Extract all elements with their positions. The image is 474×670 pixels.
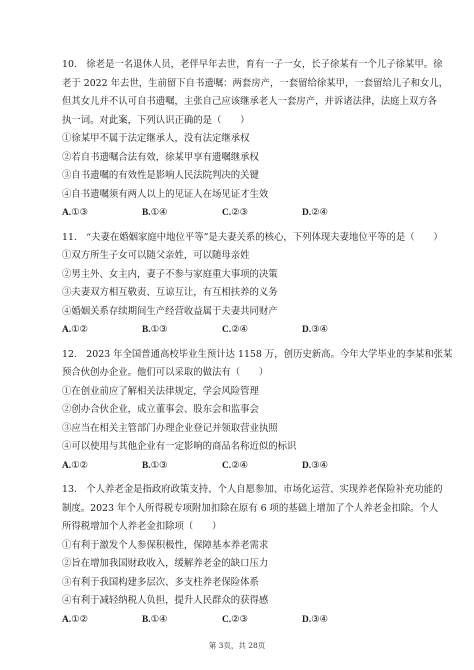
question-stem-line: 预合伙创办企业。他们可以采取的做法有（ ）: [62, 367, 269, 378]
answer-choice[interactable]: [142, 457, 222, 476]
answer-choice[interactable]: [222, 611, 302, 630]
question-stem-line: 但其女儿并不认可自书遗嘱，主张自己应该继承老人一套房产，并诉诸法律，法庭上双方各: [62, 96, 438, 107]
answer-choices: [62, 611, 382, 630]
option-statement: ①在创业前应了解相关法律规定，学会风险管理: [62, 385, 259, 397]
answer-text: ①③: [150, 324, 168, 335]
question-stem-line: 13. 个人养老金是指政府政策支持、个人自愿参加、市场化运营、实现养老保险补充功能的: [62, 484, 443, 495]
option-statement: ③自书遗嘱的有效性是影响人民法院判决的关键: [62, 170, 259, 181]
answer-choice[interactable]: [62, 321, 142, 340]
answer-text: ②③: [231, 207, 248, 218]
answer-choices: [62, 321, 382, 340]
answer-text: ②③: [231, 613, 248, 625]
answer-choice[interactable]: [62, 457, 142, 476]
answer-choice[interactable]: [222, 204, 302, 223]
answer-letter: B.: [142, 325, 151, 335]
answer-letter: C.: [222, 208, 232, 218]
answer-choice[interactable]: [302, 321, 382, 340]
answer-letter: C.: [222, 614, 232, 625]
answer-choice[interactable]: [62, 611, 142, 630]
option-statement: ①徐某甲不属于法定继承人，没有法定继承权: [62, 133, 250, 144]
question-stem-line: 所得税增加个人养老金扣除项（ ）: [62, 521, 222, 532]
option-statement: ②若自书遗嘱合法有效，徐某甲享有遗嘱继承权: [62, 151, 259, 163]
answer-letter: A.: [62, 325, 72, 335]
answer-choice[interactable]: [222, 457, 302, 476]
answer-text: ①④: [150, 207, 168, 218]
answer-text: ③④: [311, 459, 328, 471]
answer-letter: D.: [302, 460, 312, 471]
answer-choice[interactable]: [62, 204, 142, 223]
answer-letter: B.: [142, 460, 151, 471]
answer-letter: C.: [222, 325, 232, 335]
answer-choice[interactable]: [302, 457, 382, 476]
option-statement: ③夫妻双方相互敬责、互谅互让，有互相扶养的义务: [62, 287, 278, 298]
answer-text: ②④: [231, 324, 248, 335]
option-statement: ②创办合伙企业，成立董事会、股东会和监事会: [62, 404, 259, 415]
answer-letter: D.: [302, 614, 312, 625]
answer-text: ①③: [150, 459, 168, 471]
answer-text: ②④: [231, 459, 248, 471]
answer-choices: [62, 457, 382, 476]
question-stem-line: 10. 徐老是一名退休人员，老伴早年去世，育有一子一女，长子徐某有一个儿子徐某甲。徐: [62, 59, 443, 70]
answer-choice[interactable]: [302, 611, 382, 630]
answer-text: ③④: [311, 324, 328, 335]
answer-choice[interactable]: [142, 611, 222, 630]
answer-text: ②④: [311, 207, 328, 218]
question-stem-line: 11. “夫妻在婚姻家庭中地位平等”是夫妻关系的核心，下列体现夫妻地位平等的是（ ）: [62, 231, 443, 243]
option-statement: ①有利于激发个人参保积极性，保障基本养老需求: [62, 539, 269, 551]
answer-letter: B.: [142, 614, 151, 625]
answer-letter: D.: [302, 208, 312, 218]
question-stem-line: 执一词。对此案，下列认识正确的是（ ）: [62, 114, 250, 126]
question-11: [62, 229, 443, 340]
answer-choices: [62, 204, 382, 223]
option-statement: ③应当在相关主管部门办理企业登记并领取营业执照: [62, 422, 278, 434]
option-statement: ①双方所生子女可以随父亲姓，可以随母亲姓: [62, 250, 250, 261]
answer-letter: D.: [302, 325, 312, 335]
question-list: [62, 56, 453, 635]
answer-text: ①②: [71, 459, 88, 471]
option-statement: ②旨在增加我国财政收入，缓解养老金的缺口压力: [62, 558, 269, 569]
answer-letter: A.: [62, 460, 72, 471]
question-stem-line: 制度。2023 年个人所得税专项附加扣除在原有 6 项的基础上增加了个人养老金扣除。个人: [62, 502, 439, 514]
question-10: [62, 56, 449, 223]
page-footer: 第 3页，共 28页: [208, 641, 266, 650]
option-statement: ③有利于我国构建多层次、多支柱养老保险体系: [62, 576, 259, 588]
answer-text: ①②: [71, 324, 88, 335]
answer-choice[interactable]: [302, 204, 382, 223]
answer-text: ①③: [71, 207, 88, 218]
question-stem-line: 老于 2022 年去世，生前留下自书遗嘱：两套房产，一套留给徐某甲，一套留给儿子和女儿，: [62, 77, 449, 89]
option-statement: ④婚姻关系存续期间生产经营收益属于夫妻共同财产: [62, 305, 278, 317]
option-statement: ④有利于减轻纳税人负担，提升人民群众的获得感: [62, 595, 269, 606]
answer-letter: C.: [222, 460, 232, 471]
answer-text: ①②: [71, 613, 88, 625]
question-stem-line: 12. 2023 年全国普通高校毕业生预计达 1158 万，创历史新高。今年大学毕业的李某和张某: [62, 348, 453, 360]
answer-text: ③④: [311, 613, 328, 625]
answer-text: ①④: [150, 613, 168, 625]
answer-choice[interactable]: [222, 321, 302, 340]
option-statement: ④可以使用与其他企业有一定影响的商品名称近似的标识: [62, 441, 297, 452]
answer-letter: B.: [142, 208, 151, 218]
option-statement: ④自书遗嘱须有两人以上的见证人在场见证才生效: [62, 188, 269, 200]
answer-letter: A.: [62, 614, 72, 625]
answer-choice[interactable]: [142, 204, 222, 223]
question-13: [62, 481, 443, 629]
answer-letter: A.: [62, 208, 72, 218]
answer-choice[interactable]: [142, 321, 222, 340]
option-statement: ②男主外、女主内，妻子不参与家庭重大事项的决策: [62, 268, 278, 280]
question-12: [62, 346, 453, 476]
